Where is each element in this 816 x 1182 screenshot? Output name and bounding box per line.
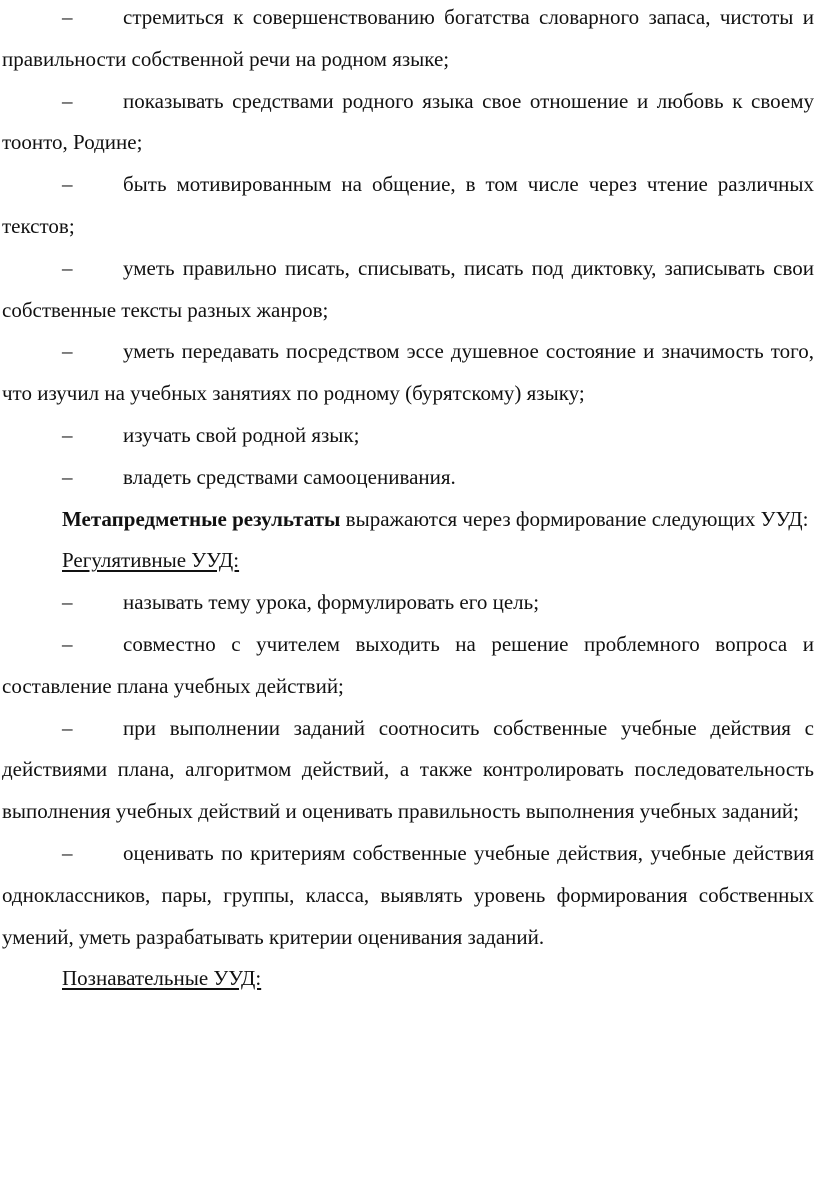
dash-marker: –	[62, 590, 73, 615]
list-item	[2, 81, 814, 165]
dash-marker: –	[62, 172, 73, 197]
list-item	[2, 164, 814, 248]
meta-results-term: Метапредметные результаты	[62, 506, 341, 531]
list-item-text: показывать средствами родного языка свое отношение и любовь к своему тоонто, Родине;	[2, 88, 814, 155]
list-item	[2, 248, 814, 332]
regulative-heading-text: Регулятивные УУД:	[62, 548, 240, 573]
list-item	[2, 457, 814, 499]
list-item	[2, 331, 814, 415]
list-item-text: совместно с учителем выходить на решение проблемного вопроса и составление плана учебных действий;	[2, 631, 814, 698]
cognitive-heading	[2, 958, 814, 1000]
list-item-text: уметь передавать посредством эссе душевное состояние и значимость того, что изучил на учебных занятиях по родному (бурятскому) языку;	[2, 339, 814, 406]
dash-marker: –	[62, 255, 73, 280]
meta-results-text: выражаются через формирование следующих УУД:	[340, 506, 809, 531]
list-item	[2, 582, 814, 624]
list-item	[2, 708, 814, 833]
dash-marker: –	[62, 88, 73, 113]
list-item-text: называть тему урока, формулировать его цель;	[123, 590, 540, 615]
dash-marker: –	[62, 631, 73, 656]
dash-marker: –	[62, 339, 73, 364]
list-item-text: владеть средствами самооценивания.	[123, 464, 456, 489]
list-item-text: стремиться к совершенствованию богатства словарного запаса, чистоты и правильности собственной речи на родном языке;	[2, 5, 814, 71]
list-item	[2, 624, 814, 708]
list-item-text: при выполнении заданий соотносить собственные учебные действия с действиями плана, алгоритмом действий, а также контролировать последовательность выполнения учебных действий и оценивать правильность выполнения учебных заданий;	[2, 715, 814, 824]
list-item	[2, 833, 814, 958]
regulative-heading	[2, 540, 814, 582]
meta-results-paragraph	[2, 499, 814, 541]
dash-marker: –	[62, 715, 73, 740]
list-item	[2, 415, 814, 457]
cognitive-heading-text: Познавательные УУД:	[62, 966, 262, 991]
dash-marker: –	[62, 464, 73, 489]
list-item-text: быть мотивированным на общение, в том числе через чтение различных текстов;	[2, 172, 814, 238]
list-item-text: уметь правильно писать, списывать, писать под диктовку, записывать свои собственные тексты разных жанров;	[2, 255, 814, 322]
list-item	[2, 0, 814, 81]
dash-marker: –	[62, 422, 73, 447]
list-item-text: оценивать по критериям собственные учебные действия, учебные действия одноклассников, пары, группы, класса, выявлять уровень формирования собственных умений, уметь разрабатывать критерии оценивания заданий.	[2, 840, 814, 949]
dash-marker: –	[62, 5, 73, 29]
list-item-text: изучать свой родной язык;	[123, 422, 360, 447]
dash-marker: –	[62, 840, 73, 865]
